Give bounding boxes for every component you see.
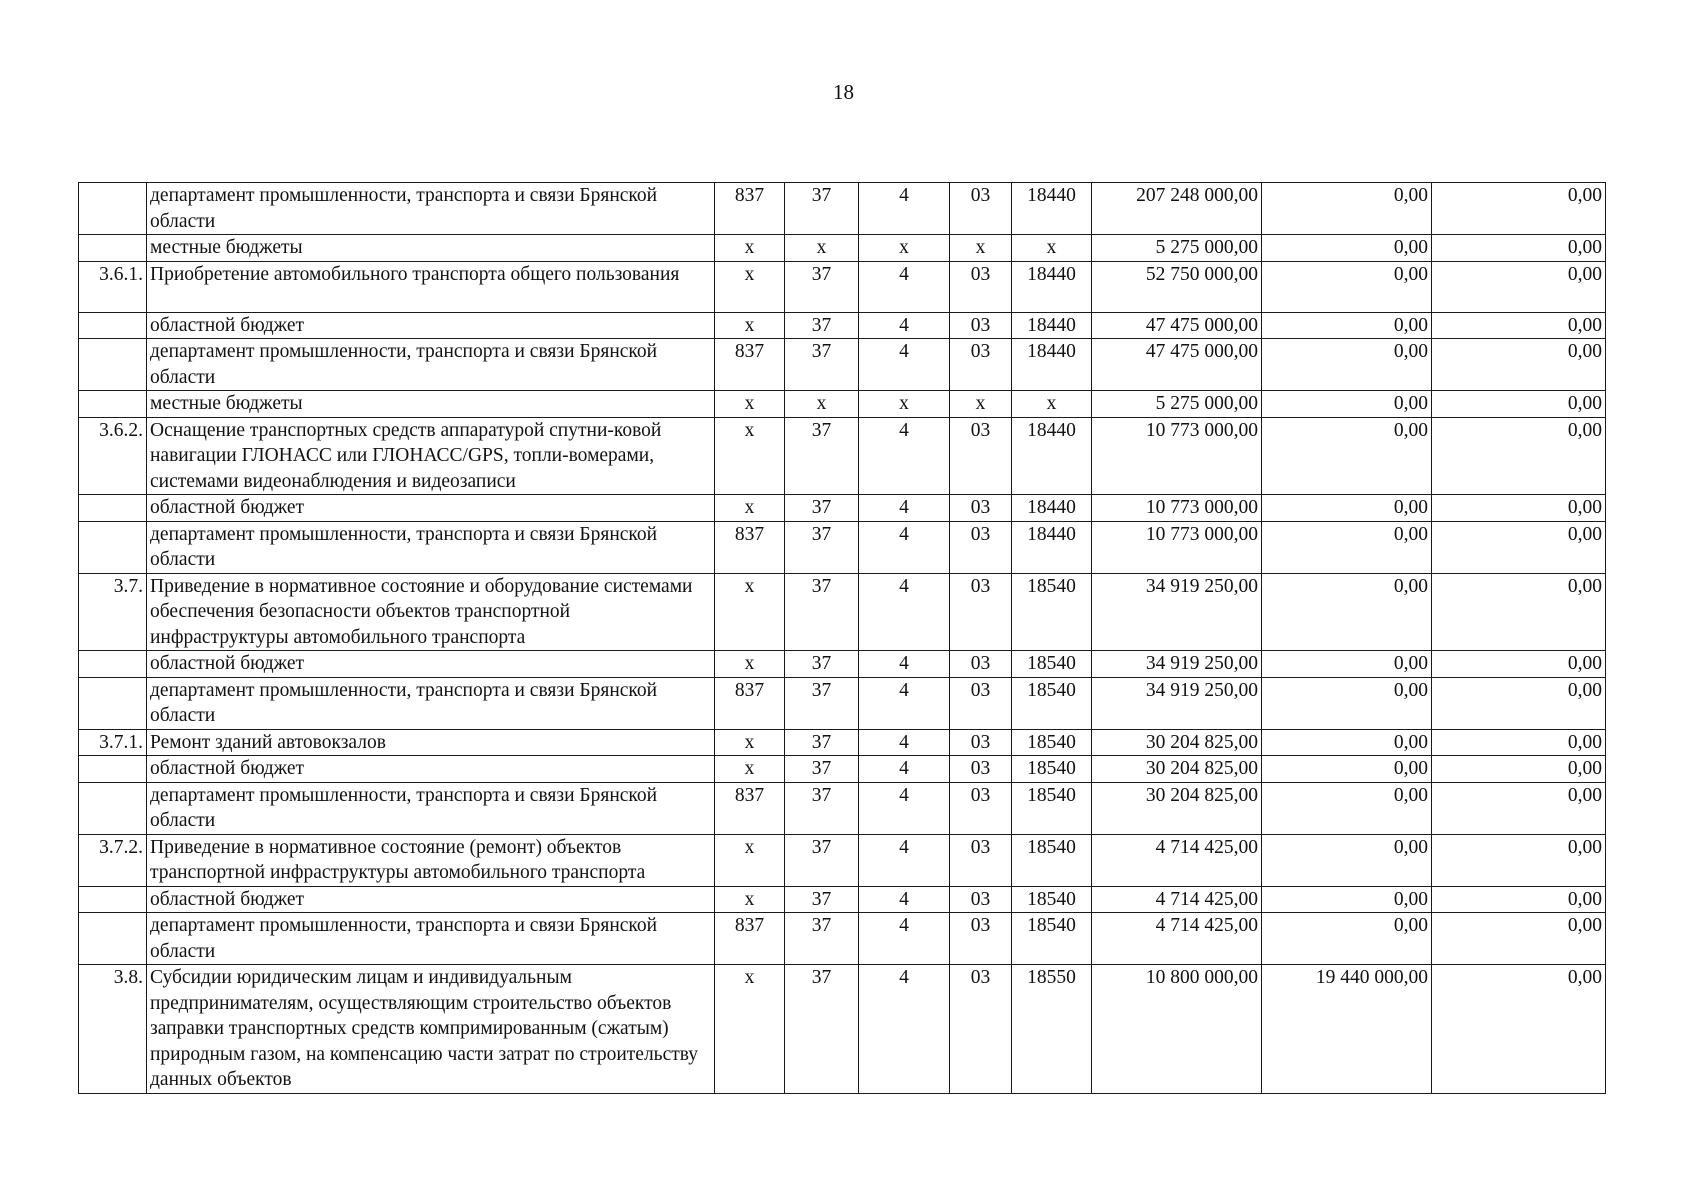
amount-year-1: 47 475 000,00 [1092, 339, 1262, 391]
amount-year-3: 0,00 [1432, 913, 1606, 965]
item-number [79, 339, 147, 391]
code-grbs: х [715, 651, 785, 678]
item-description: местные бюджеты [147, 391, 715, 418]
amount-year-1: 30 204 825,00 [1092, 782, 1262, 834]
code-event: 03 [950, 677, 1012, 729]
code-event: 03 [950, 756, 1012, 783]
amount-year-3: 0,00 [1432, 391, 1606, 418]
code-grbs: х [715, 729, 785, 756]
item-description: департамент промышленности, транспорта и связи Брянской области [147, 677, 715, 729]
amount-year-2: 0,00 [1262, 782, 1432, 834]
code-event: 03 [950, 913, 1012, 965]
table-row [79, 312, 1606, 339]
amount-year-2: 0,00 [1262, 834, 1432, 886]
code-direction: 18440 [1012, 183, 1092, 235]
code-subprogram: 4 [859, 782, 950, 834]
code-direction: 18540 [1012, 913, 1092, 965]
code-subprogram: х [859, 391, 950, 418]
table-row [79, 417, 1606, 495]
code-program: 37 [785, 495, 859, 522]
item-description: Оснащение транспортных средств аппаратурой спутни-ковой навигации ГЛОНАСС или ГЛОНАСС/GPS, топли-вомерами, системами видеонаблюдения и видеозаписи [147, 417, 715, 495]
item-description: департамент промышленности, транспорта и связи Брянской области [147, 913, 715, 965]
amount-year-1: 34 919 250,00 [1092, 573, 1262, 651]
amount-year-2: 0,00 [1262, 261, 1432, 312]
code-grbs: х [715, 965, 785, 1094]
page-number: 18 [833, 80, 854, 104]
code-subprogram: 4 [859, 965, 950, 1094]
code-program: х [785, 235, 859, 262]
table-row [79, 913, 1606, 965]
item-description: департамент промышленности, транспорта и связи Брянской области [147, 521, 715, 573]
code-program: 37 [785, 651, 859, 678]
amount-year-3: 0,00 [1432, 339, 1606, 391]
item-number [79, 521, 147, 573]
item-description: Субсидии юридическим лицам и индивидуальным предпринимателям, осуществляющим строительство объектов заправки транспортных средств компримированным (сжатым) природным газом, на компенсацию части затрат по строительству данных объектов [147, 965, 715, 1094]
code-program: 37 [785, 677, 859, 729]
item-description: областной бюджет [147, 495, 715, 522]
table-row [79, 651, 1606, 678]
amount-year-1: 4 714 425,00 [1092, 886, 1262, 913]
code-event: 03 [950, 651, 1012, 678]
table-row [79, 965, 1606, 1094]
table-row [79, 495, 1606, 522]
code-event: 03 [950, 521, 1012, 573]
code-direction: 18540 [1012, 886, 1092, 913]
amount-year-1: 10 800 000,00 [1092, 965, 1262, 1094]
code-direction: 18540 [1012, 651, 1092, 678]
amount-year-3: 0,00 [1432, 651, 1606, 678]
code-event: 03 [950, 965, 1012, 1094]
code-grbs: х [715, 886, 785, 913]
code-program: 37 [785, 886, 859, 913]
amount-year-2: 0,00 [1262, 391, 1432, 418]
code-grbs: 837 [715, 339, 785, 391]
code-grbs: х [715, 495, 785, 522]
amount-year-3: 0,00 [1432, 521, 1606, 573]
table-row [79, 261, 1606, 312]
amount-year-3: 0,00 [1432, 886, 1606, 913]
table-row [79, 756, 1606, 783]
code-grbs: х [715, 834, 785, 886]
amount-year-1: 34 919 250,00 [1092, 651, 1262, 678]
item-number [79, 756, 147, 783]
code-grbs: х [715, 391, 785, 418]
amount-year-1: 10 773 000,00 [1092, 521, 1262, 573]
item-number [79, 391, 147, 418]
item-number [79, 235, 147, 262]
item-number [79, 495, 147, 522]
code-direction: 18540 [1012, 573, 1092, 651]
amount-year-3: 0,00 [1432, 235, 1606, 262]
item-description: областной бюджет [147, 651, 715, 678]
item-number [79, 312, 147, 339]
code-direction: х [1012, 235, 1092, 262]
amount-year-2: 0,00 [1262, 339, 1432, 391]
amount-year-3: 0,00 [1432, 782, 1606, 834]
item-number [79, 677, 147, 729]
amount-year-3: 0,00 [1432, 677, 1606, 729]
code-program: 37 [785, 729, 859, 756]
code-subprogram: 4 [859, 834, 950, 886]
code-event: 03 [950, 261, 1012, 312]
code-grbs: 837 [715, 913, 785, 965]
item-description: Приведение в нормативное состояние (ремонт) объектов транспортной инфраструктуры автомобильного транспорта [147, 834, 715, 886]
code-event: х [950, 391, 1012, 418]
code-event: х [950, 235, 1012, 262]
table-row [79, 834, 1606, 886]
code-direction: 18440 [1012, 521, 1092, 573]
amount-year-1: 4 714 425,00 [1092, 834, 1262, 886]
code-event: 03 [950, 834, 1012, 886]
amount-year-2: 0,00 [1262, 913, 1432, 965]
item-number [79, 886, 147, 913]
code-direction: 18540 [1012, 756, 1092, 783]
code-grbs: 837 [715, 782, 785, 834]
code-grbs: х [715, 235, 785, 262]
amount-year-1: 34 919 250,00 [1092, 677, 1262, 729]
item-number: 3.7. [79, 573, 147, 651]
table-row [79, 886, 1606, 913]
code-grbs: 837 [715, 183, 785, 235]
item-number [79, 183, 147, 235]
amount-year-3: 0,00 [1432, 756, 1606, 783]
amount-year-2: 0,00 [1262, 495, 1432, 522]
code-event: 03 [950, 417, 1012, 495]
code-direction: 18440 [1012, 339, 1092, 391]
code-program: 37 [785, 183, 859, 235]
code-direction: 18540 [1012, 782, 1092, 834]
code-event: 03 [950, 729, 1012, 756]
code-event: 03 [950, 183, 1012, 235]
item-description: департамент промышленности, транспорта и связи Брянской области [147, 782, 715, 834]
item-number: 3.6.1. [79, 261, 147, 312]
code-event: 03 [950, 495, 1012, 522]
code-program: х [785, 391, 859, 418]
code-subprogram: 4 [859, 417, 950, 495]
code-event: 03 [950, 339, 1012, 391]
amount-year-1: 5 275 000,00 [1092, 235, 1262, 262]
code-subprogram: 4 [859, 261, 950, 312]
code-event: 03 [950, 886, 1012, 913]
table-row [79, 339, 1606, 391]
code-program: 37 [785, 339, 859, 391]
item-description: Приведение в нормативное состояние и оборудование системами обеспечения безопасности объектов транспортной инфраструктуры автомобильного транспорта [147, 573, 715, 651]
amount-year-3: 0,00 [1432, 183, 1606, 235]
table-row [79, 235, 1606, 262]
amount-year-2: 0,00 [1262, 417, 1432, 495]
table-row [79, 573, 1606, 651]
amount-year-1: 207 248 000,00 [1092, 183, 1262, 235]
code-program: 37 [785, 782, 859, 834]
amount-year-2: 0,00 [1262, 651, 1432, 678]
amount-year-2: 0,00 [1262, 729, 1432, 756]
amount-year-2: 0,00 [1262, 521, 1432, 573]
code-subprogram: 4 [859, 677, 950, 729]
table-row [79, 521, 1606, 573]
code-program: 37 [785, 965, 859, 1094]
code-grbs: х [715, 756, 785, 783]
code-direction: 18540 [1012, 677, 1092, 729]
amount-year-1: 30 204 825,00 [1092, 756, 1262, 783]
code-subprogram: 4 [859, 729, 950, 756]
table-row [79, 729, 1606, 756]
code-program: 37 [785, 573, 859, 651]
code-subprogram: 4 [859, 573, 950, 651]
amount-year-1: 30 204 825,00 [1092, 729, 1262, 756]
amount-year-2: 0,00 [1262, 573, 1432, 651]
code-subprogram: 4 [859, 495, 950, 522]
amount-year-2: 0,00 [1262, 756, 1432, 783]
code-direction: 18540 [1012, 834, 1092, 886]
budget-table [78, 182, 1606, 1094]
code-grbs: х [715, 312, 785, 339]
amount-year-2: 0,00 [1262, 183, 1432, 235]
code-grbs: х [715, 261, 785, 312]
item-number: 3.7.2. [79, 834, 147, 886]
amount-year-1: 5 275 000,00 [1092, 391, 1262, 418]
amount-year-3: 0,00 [1432, 495, 1606, 522]
code-subprogram: 4 [859, 339, 950, 391]
amount-year-3: 0,00 [1432, 965, 1606, 1094]
code-subprogram: 4 [859, 756, 950, 783]
item-description: Ремонт зданий автовокзалов [147, 729, 715, 756]
item-number [79, 651, 147, 678]
item-description: областной бюджет [147, 756, 715, 783]
code-direction: 18440 [1012, 495, 1092, 522]
code-program: 37 [785, 312, 859, 339]
item-number: 3.7.1. [79, 729, 147, 756]
code-event: 03 [950, 573, 1012, 651]
code-program: 37 [785, 834, 859, 886]
code-subprogram: 4 [859, 521, 950, 573]
amount-year-1: 52 750 000,00 [1092, 261, 1262, 312]
amount-year-3: 0,00 [1432, 834, 1606, 886]
amount-year-3: 0,00 [1432, 261, 1606, 312]
code-direction: 18550 [1012, 965, 1092, 1094]
item-description: департамент промышленности, транспорта и связи Брянской области [147, 339, 715, 391]
code-grbs: х [715, 573, 785, 651]
code-subprogram: х [859, 235, 950, 262]
code-grbs: 837 [715, 677, 785, 729]
code-subprogram: 4 [859, 183, 950, 235]
table-row [79, 183, 1606, 235]
item-description: областной бюджет [147, 886, 715, 913]
item-description: областной бюджет [147, 312, 715, 339]
item-number: 3.6.2. [79, 417, 147, 495]
code-program: 37 [785, 756, 859, 783]
code-program: 37 [785, 521, 859, 573]
amount-year-2: 0,00 [1262, 312, 1432, 339]
code-event: 03 [950, 782, 1012, 834]
amount-year-1: 4 714 425,00 [1092, 913, 1262, 965]
table-row [79, 782, 1606, 834]
item-number: 3.8. [79, 965, 147, 1094]
amount-year-2: 19 440 000,00 [1262, 965, 1432, 1094]
amount-year-2: 0,00 [1262, 677, 1432, 729]
code-grbs: х [715, 417, 785, 495]
item-number [79, 913, 147, 965]
amount-year-2: 0,00 [1262, 235, 1432, 262]
item-description: местные бюджеты [147, 235, 715, 262]
code-grbs: 837 [715, 521, 785, 573]
item-description: департамент промышленности, транспорта и связи Брянской области [147, 183, 715, 235]
code-subprogram: 4 [859, 886, 950, 913]
code-direction: 18540 [1012, 729, 1092, 756]
table-row [79, 677, 1606, 729]
amount-year-3: 0,00 [1432, 417, 1606, 495]
code-direction: 18440 [1012, 417, 1092, 495]
item-description: Приобретение автомобильного транспорта общего пользования [147, 261, 715, 312]
table-row [79, 391, 1606, 418]
item-number [79, 782, 147, 834]
code-program: 37 [785, 913, 859, 965]
amount-year-2: 0,00 [1262, 886, 1432, 913]
amount-year-1: 10 773 000,00 [1092, 495, 1262, 522]
amount-year-3: 0,00 [1432, 573, 1606, 651]
amount-year-1: 47 475 000,00 [1092, 312, 1262, 339]
code-direction: х [1012, 391, 1092, 418]
code-subprogram: 4 [859, 913, 950, 965]
code-direction: 18440 [1012, 261, 1092, 312]
code-program: 37 [785, 417, 859, 495]
code-subprogram: 4 [859, 312, 950, 339]
code-program: 37 [785, 261, 859, 312]
code-subprogram: 4 [859, 651, 950, 678]
amount-year-1: 10 773 000,00 [1092, 417, 1262, 495]
amount-year-3: 0,00 [1432, 729, 1606, 756]
code-direction: 18440 [1012, 312, 1092, 339]
amount-year-3: 0,00 [1432, 312, 1606, 339]
code-event: 03 [950, 312, 1012, 339]
